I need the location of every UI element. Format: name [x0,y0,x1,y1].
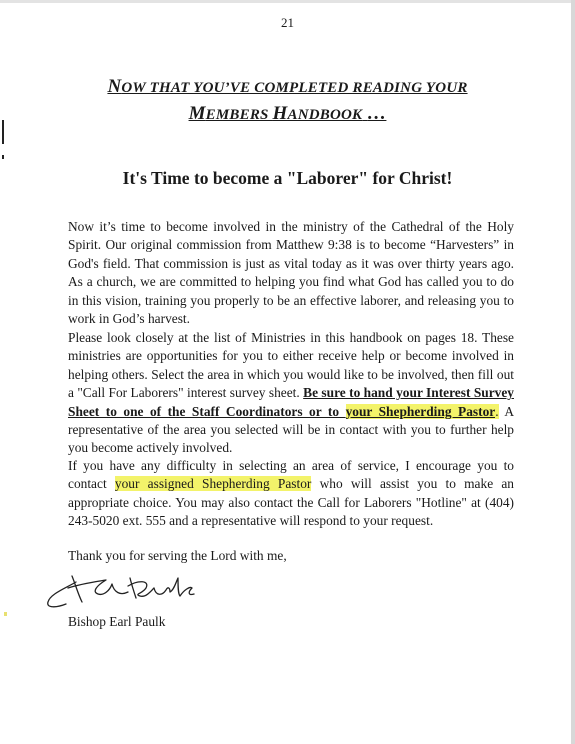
paragraph-intro: Now it’s time to become involved in the ministry of the Cathedral of the Holy Spirit. Our original commission from Matthew 9:38 is to become “Harvesters” in God's field. That commission is just as vital today as it was over thirty years ago. As a church, we are committed to helping you find what God has called you to do in this vision, training you properly to be an effective laborer, and releasing you to work in God’s harvest. [68,219,514,327]
paragraph-text: A representative of the area you selected will be in contact with you to further help you become actively involved. [68,403,514,456]
paragraph-text: Please look closely at the list of Ministries in this handbook on pages 18. These ministries are opportunities for you to either receive help or become involved in helping others. Select the area in which you would like to be involved, then fill out a "Call For Laborers" interest survey sheet. [68,330,514,401]
highlighted-period: . [495,403,499,419]
subtitle: It's Time to become a "Laborer" for Christ! [122,168,453,188]
title-text: OW THAT YOU’VE COMPLETED READING YOUR [121,80,468,96]
highlighted-phrase: your Shepherding Pastor [345,403,496,419]
binding-mark [2,155,4,159]
title-line-2 [0,101,575,128]
paragraph-text: who will assist you to make an appropriate choice. You may also contact the Call for Laborers "Hotline" at (404) 243-5020 ext. 555 and a representative will respond to your request. [68,476,514,529]
highlighted-phrase: your assigned Shepherding Pastor [114,476,312,492]
paragraph-ministries [68,329,514,458]
title-initial: N [107,76,122,97]
bold-instruction-text: Be sure to hand your Interest Survey Sheet to one of the Staff Coordinators or to [68,385,514,419]
paragraph-difficulty [68,457,514,531]
title-text: ANDBOOK [287,107,363,123]
title-initial: M [188,103,206,124]
scan-edge-top [0,0,575,3]
paragraph-text: If you have any difficulty in selecting an area of service, I encourage you to contact [68,458,514,492]
page-title [0,74,575,128]
signature-name: Bishop Earl Paulk [68,614,166,629]
handwritten-signature [42,568,212,616]
title-text: EMBERS [205,107,273,123]
title-initial: H [272,103,288,124]
closing-line: Thank you for serving the Lord with me, [68,548,287,563]
title-line-1 [0,74,575,101]
highlighter-speck [4,612,7,616]
title-ellipsis: … [367,103,387,124]
page-number: 21 [281,15,294,30]
